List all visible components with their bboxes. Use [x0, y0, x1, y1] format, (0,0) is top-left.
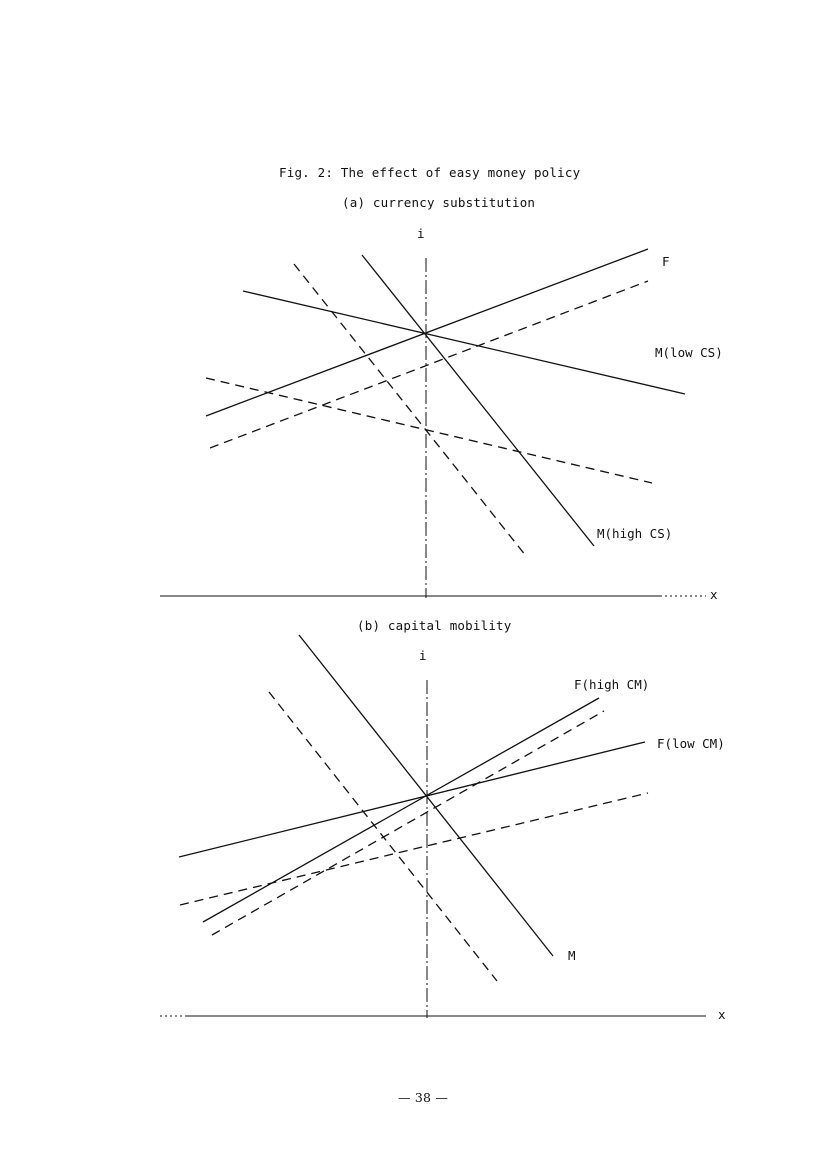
panel-b-F-low-cm-shifted-curve: [180, 793, 648, 905]
panel-a-M-low-cs-shifted-curve: [206, 378, 652, 483]
panel-a-subtitle: (a) currency substitution: [342, 195, 536, 210]
panel-b-F-high-cm-shifted-curve: [212, 711, 604, 935]
panel-b-y-label: i: [419, 648, 427, 663]
panel-b-label-F-low: F(low CM): [657, 736, 725, 751]
panel-a-y-label: i: [417, 226, 425, 241]
panel-b-F-high-cm-curve: [203, 698, 599, 922]
panel-a-M-low-cs-curve: [243, 291, 685, 394]
panel-a-label-M-high: M(high CS): [597, 526, 673, 541]
panel-b-label-F-high: F(high CM): [574, 677, 650, 692]
panel-b-F-low-cm-curve: [179, 742, 645, 857]
panel-a-F-shifted-curve: [210, 281, 648, 448]
page-number: — 38 —: [398, 1090, 449, 1105]
panel-b-diagram: [160, 635, 726, 1022]
figure-title: Fig. 2: The effect of easy money policy: [279, 165, 581, 180]
panel-a-x-label: x: [710, 587, 718, 602]
panel-b-M-shifted-curve: [269, 692, 497, 981]
panel-b-subtitle: (b) capital mobility: [357, 618, 512, 633]
panel-a-M-high-cs-curve: [362, 255, 594, 546]
panel-b-x-label: x: [718, 1007, 726, 1022]
panel-b-label-M: M: [568, 948, 576, 963]
panel-a-diagram: [160, 226, 723, 602]
panel-a-F-curve: [206, 249, 648, 416]
panel-a-label-M-low: M(low CS): [655, 345, 723, 360]
panel-a-label-F: F: [662, 254, 670, 269]
